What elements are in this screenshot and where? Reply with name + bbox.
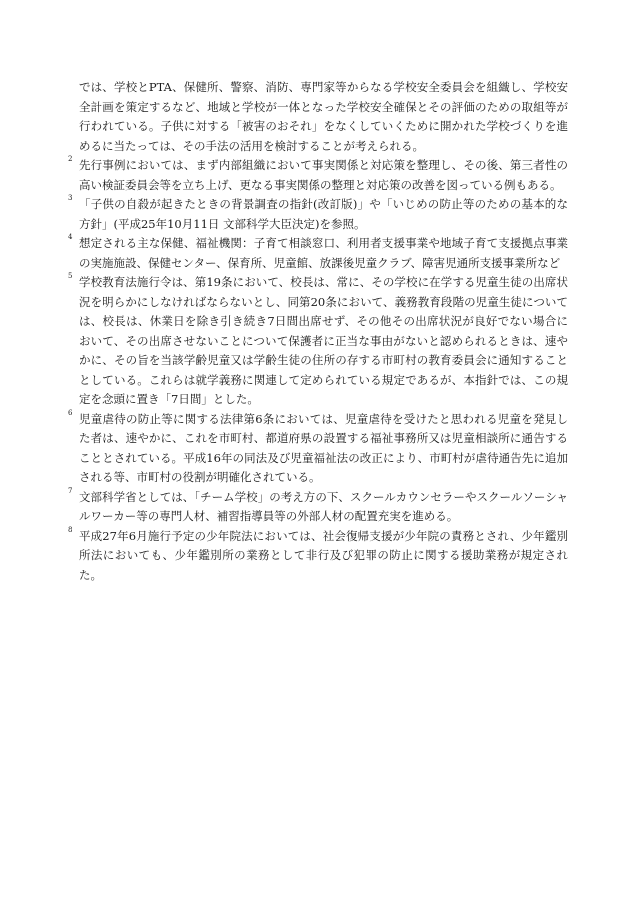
footnote-3 [68, 195, 568, 234]
footnote-5 [68, 273, 568, 410]
footnotes-section [68, 78, 568, 585]
footnote-8 [68, 527, 568, 586]
footnote-text: 学校教育法施行令は、第19条において、校長は、常に、その学校に在学する児童生徒の出席状況を明らかにしなければならないとし、同第20条において、義務教育段階の児童生徒については、校長は、休業日を除き引き続き7日間出席せず、その他その出席状況が良好でない場合において、その出席させないことについて保護者に正当な事由がないと認められるときは、速やかに、その旨を当該学齢児童又は学齢生徒の住所の存する市町村の教育委員会に通知することとしている。これらは就学義務に関連して定められている規定であるが、本指針では、この規定を念頭に置き「7日間」とした。 [79, 275, 568, 406]
footnote-6 [68, 410, 568, 488]
footnote-continuation [68, 78, 568, 156]
footnote-text: では、学校とPTA、保健所、警察、消防、専門家等からなる学校安全委員会を組織し、学校安全計画を策定するなど、地域と学校が一体となった学校安全確保とその評価のための取組等が行われている。子供に対する「被害のおそれ」をなくしていくために開かれた学校づくりを進めるに当たっては、その手法の活用を検討することが考えられる。 [79, 80, 568, 153]
footnote-number: 7 [68, 486, 73, 495]
footnote-number: 8 [68, 525, 73, 534]
footnote-2 [68, 156, 568, 195]
footnote-number: 6 [68, 408, 73, 417]
footnote-text: 想定される主な保健、福祉機関：子育て相談窓口、利用者支援事業や地域子育て支援拠点事業の実施施設、保健センター、保育所、児童館、放課後児童クラブ、障害児通所支援事業所など [79, 236, 568, 270]
footnote-text: 「子供の自殺が起きたときの背景調査の指針(改訂版)」や「いじめの防止等のための基本的な方針」(平成25年10月11日 文部科学大臣決定)を参照。 [79, 197, 568, 231]
footnote-text: 平成27年6月施行予定の少年院法においては、社会復帰支援が少年院の責務とされ、少年鑑別所法においても、少年鑑別所の業務として非行及び犯罪の防止に関する援助業務が規定された。 [79, 528, 568, 582]
footnote-number: 2 [68, 155, 73, 163]
footnote-number: 4 [68, 233, 73, 241]
footnote-text: 文部科学省としては、「チーム学校」の考え方の下、スクールカウンセラーやスクールソーシャルワーカー等の専門人材、補習指導員等の外部人材の配置充実を進める。 [79, 489, 568, 523]
footnote-4 [68, 234, 568, 273]
footnote-number: 5 [68, 272, 73, 280]
footnote-text: 先行事例においては、まず内部組織において事実関係と対応策を整理し、その後、第三者性の高い検証委員会等を立ち上げ、更なる事実関係の整理と対応策の改善を図っている例もある。 [79, 158, 568, 192]
footnote-7 [68, 488, 568, 527]
footnote-number: 3 [68, 194, 73, 202]
footnote-text: 児童虐待の防止等に関する法律第6条においては、児童虐待を受けたと思われる児童を発見した者は、速やかに、これを市町村、都道府県の設置する福祉事務所又は児童相談所に通告することとされている。平成16年の同法及び児童福祉法の改正により、市町村が虐待通告先に追加される等、市町村の役割が明確化されている。 [79, 411, 568, 484]
